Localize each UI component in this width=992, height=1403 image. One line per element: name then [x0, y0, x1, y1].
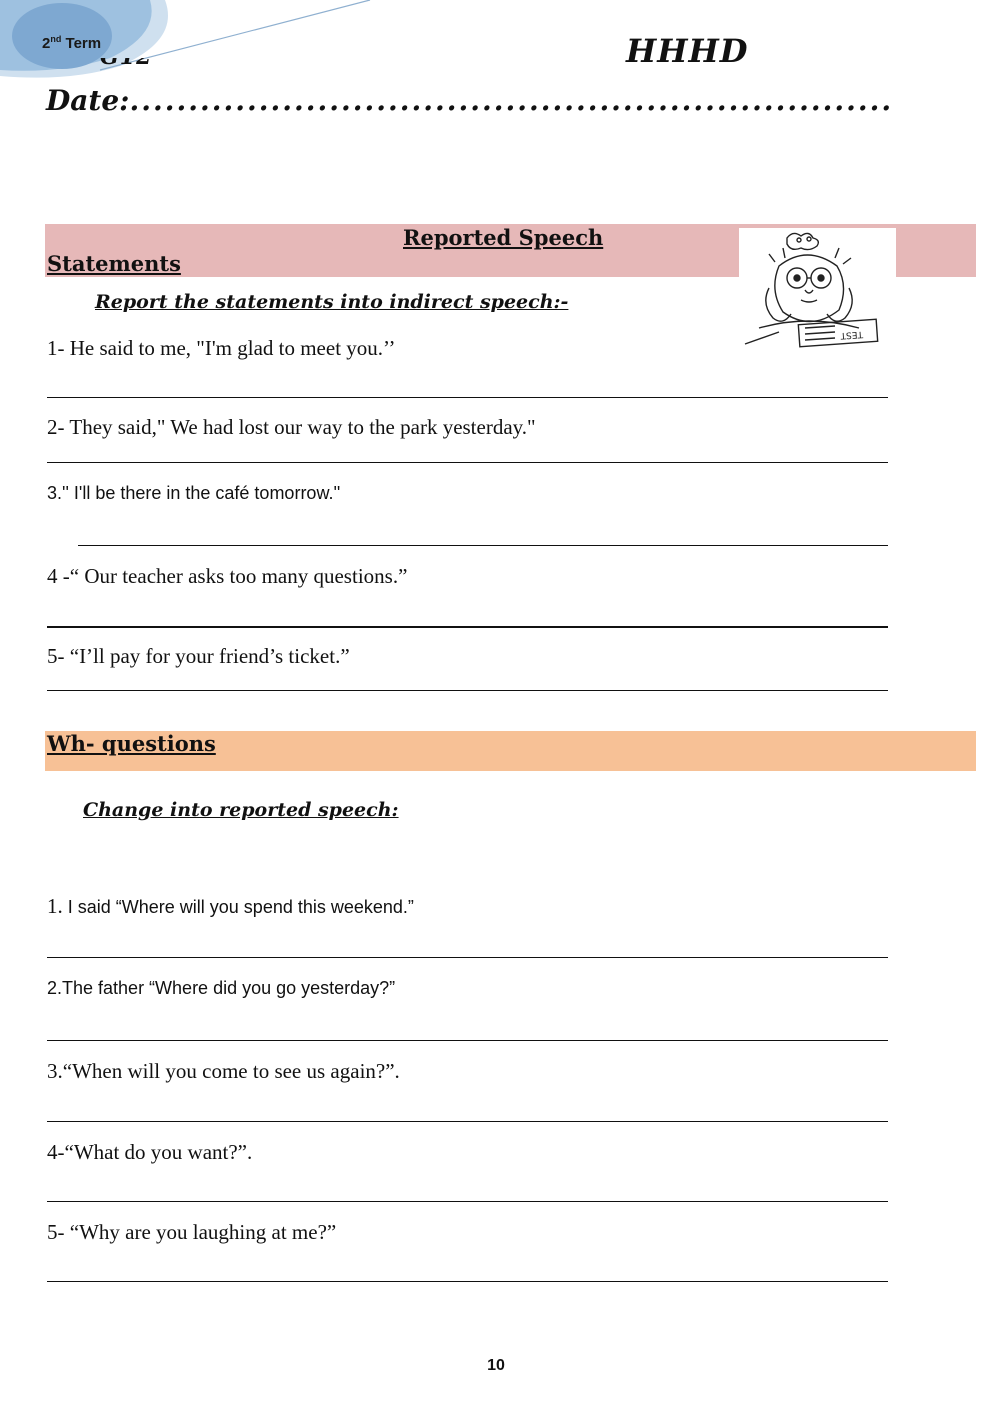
page-title: Reported Speech: [403, 225, 604, 250]
answer-line-statement-5[interactable]: [47, 690, 888, 691]
wh-question-3: 3.“When will you come to see us again?”.: [47, 1059, 400, 1083]
wh-question-4: 4-“What do you want?”.: [47, 1140, 253, 1164]
answer-line-wh-4[interactable]: [47, 1201, 888, 1202]
wh-question-1: 1. I said “Where will you spend this weekend.”: [47, 894, 414, 918]
statement-3: 3.'' I'll be there in the café tomorrow.'': [47, 483, 341, 503]
statement-1: 1- He said to me, "I'm glad to meet you.’’: [47, 336, 396, 360]
answer-line-wh-5[interactable]: [47, 1281, 888, 1282]
wh-question-2: 2.The father “Where did you go yesterday?”: [47, 978, 396, 998]
answer-line-statement-2[interactable]: [47, 462, 888, 463]
statement-2: 2- They said," We had lost our way to the park yesterday.": [47, 415, 536, 439]
school-name: HHHD: [626, 32, 749, 70]
answer-line-wh-2[interactable]: [47, 1040, 888, 1041]
section-heading-wh-questions: Wh- questions: [47, 731, 216, 756]
instruction-wh-questions: Change into reported speech:: [83, 799, 399, 821]
instruction-statements: Report the statements into indirect speech:-: [95, 291, 569, 313]
term-badge: 2nd Term: [42, 34, 102, 52]
student-test-cartoon: [739, 228, 896, 350]
page-number: 10: [487, 1357, 505, 1374]
section-heading-statements: Statements: [47, 251, 181, 276]
answer-line-wh-1[interactable]: [47, 957, 888, 958]
answer-line-wh-3[interactable]: [47, 1121, 888, 1122]
answer-line-statement-3[interactable]: [78, 545, 888, 546]
date-line: Date:.................................................................: [46, 84, 894, 117]
answer-line-statement-1[interactable]: [47, 397, 888, 398]
statement-5: 5- “I’ll pay for your friend’s ticket.”: [47, 644, 350, 668]
cartoon-test-text: TEST: [840, 328, 864, 341]
wh-question-5: 5- “Why are you laughing at me?”: [47, 1220, 337, 1244]
answer-line-statement-4[interactable]: [47, 626, 888, 628]
statement-4: 4 -“ Our teacher asks too many questions.”: [47, 564, 408, 588]
